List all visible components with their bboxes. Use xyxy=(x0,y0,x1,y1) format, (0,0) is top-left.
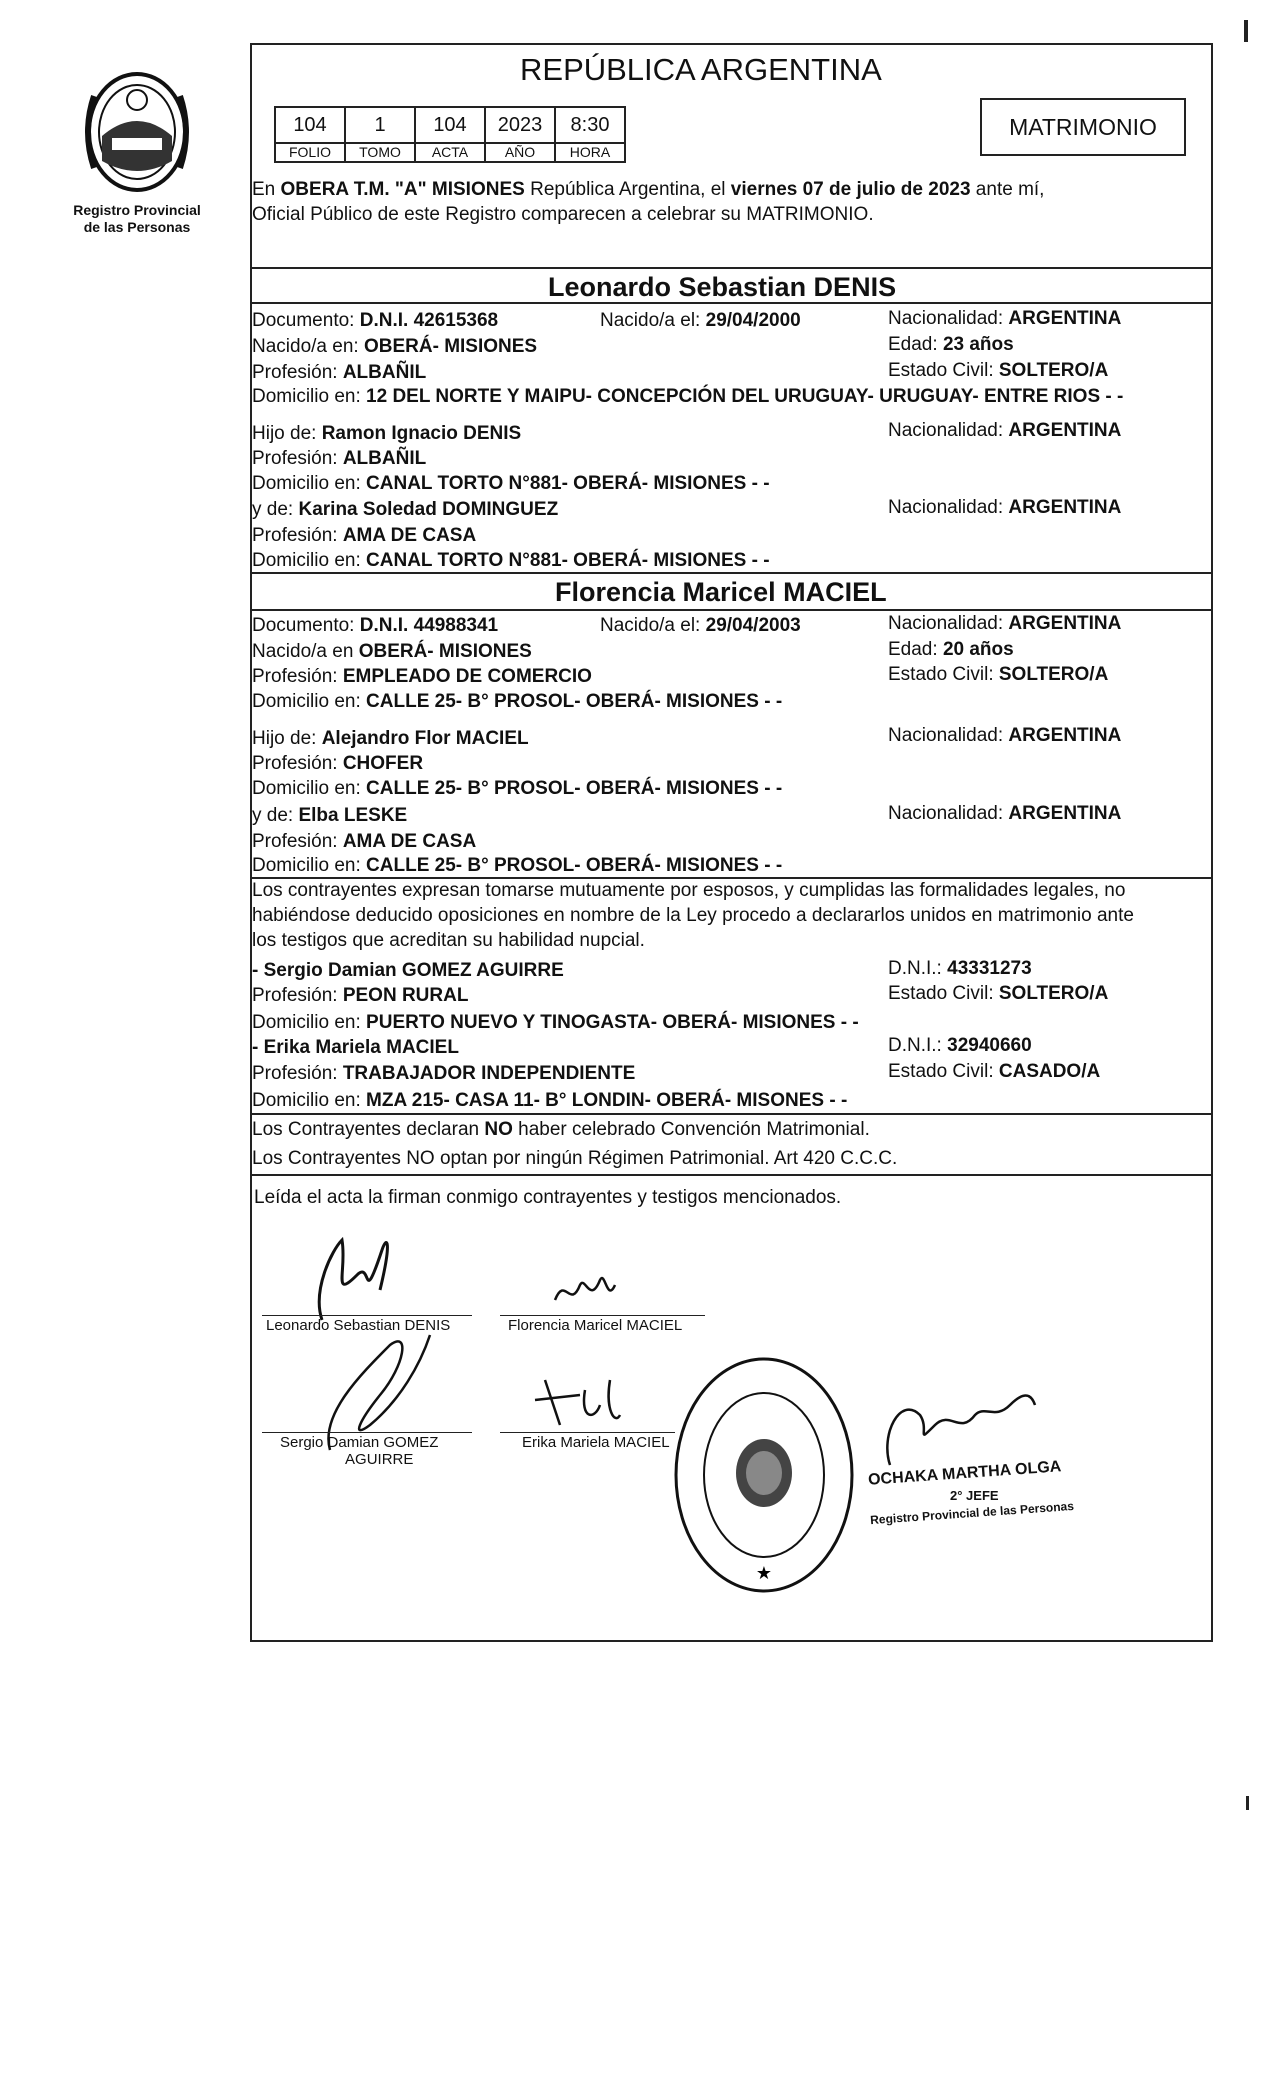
hour-value: 8:30 xyxy=(555,107,625,143)
section-divider xyxy=(250,1174,1213,1176)
declaration-line-3: los testigos que acreditan su habilidad nupcial. xyxy=(252,930,645,951)
signature-line-1 xyxy=(262,1315,472,1316)
registration-table xyxy=(274,106,626,163)
witness2-address: Domicilio en: MZA 215- CASA 11- B° LONDIN- OBERÁ- MISONES - - xyxy=(252,1090,848,1111)
signature-label-4: Erika Mariela MACIEL xyxy=(522,1434,670,1451)
declaration-line-1: Los contrayentes expresan tomarse mutuamente por esposos, y cumplidas las formalidades legales, no xyxy=(252,880,1126,901)
party1-mother-address: Domicilio en: CANAL TORTO N°881- OBERÁ- MISIONES - - xyxy=(252,550,770,571)
registry-logo-caption: Registro Provincial de las Personas xyxy=(73,202,201,235)
official-org: Registro Provincial de las Personas xyxy=(869,1498,1075,1528)
party1-age: Edad: 23 años xyxy=(888,334,1014,355)
country-title: REPÚBLICA ARGENTINA xyxy=(520,52,882,87)
acta-value: 104 xyxy=(415,107,485,143)
witness2-name: - Erika Mariela MACIEL xyxy=(252,1037,459,1058)
party1-document: Documento: D.N.I. 42615368 xyxy=(252,310,499,331)
hour-label: HORA xyxy=(555,143,625,162)
document-type-box: MATRIMONIO xyxy=(980,98,1186,156)
party1-father-nationality: Nacionalidad: ARGENTINA xyxy=(888,420,1122,441)
party2-father-address: Domicilio en: CALLE 25- B° PROSOL- OBERÁ- MISIONES - - xyxy=(252,778,783,799)
party2-birth-place: Nacido/a en OBERÁ- MISIONES xyxy=(252,641,532,662)
signature-label-1: Leonardo Sebastian DENIS xyxy=(266,1317,451,1334)
signature-label-3: Sergio Damian GOMEZ AGUIRRE xyxy=(280,1434,439,1468)
acta-label: ACTA xyxy=(415,143,485,162)
declaration-line-2: habiéndose deducido oposiciones en nombre de la Ley procedo a declararlos unidos en matrimonio ante xyxy=(252,905,1134,926)
party2-mother-nationality: Nacionalidad: ARGENTINA xyxy=(888,803,1122,824)
party1-civil-status: Estado Civil: SOLTERO/A xyxy=(888,360,1109,381)
convention-line-2: Los Contrayentes NO optan por ningún Régimen Patrimonial. Art 420 C.C.C. xyxy=(252,1148,898,1169)
party1-mother: y de: Karina Soledad DOMINGUEZ xyxy=(252,499,559,520)
intro-line-1: En OBERA T.M. "A" MISIONES República Argentina, el viernes 07 de julio de 2023 ante mí, xyxy=(252,179,1045,200)
signature-label-2: Florencia Maricel MACIEL xyxy=(508,1317,683,1334)
year-label: AÑO xyxy=(485,143,555,162)
stamp-seal-icon xyxy=(672,1355,856,1595)
signature-mark-1 xyxy=(262,1220,462,1330)
section-divider xyxy=(250,609,1213,611)
section-divider xyxy=(250,572,1213,574)
witness2-profession: Profesión: TRABAJADOR INDEPENDIENTE xyxy=(252,1063,636,1084)
party2-mother: y de: Elba LESKE xyxy=(252,805,408,826)
party1-profession: Profesión: ALBAÑIL xyxy=(252,362,427,383)
provincial-seal-icon xyxy=(72,66,202,196)
party2-civil-status: Estado Civil: SOLTERO/A xyxy=(888,664,1109,685)
margin-mark xyxy=(1244,20,1248,42)
party2-profession: Profesión: EMPLEADO DE COMERCIO xyxy=(252,666,592,687)
party1-birth-place: Nacido/a en: OBERÁ- MISIONES xyxy=(252,336,538,357)
registry-logo xyxy=(72,66,202,196)
folio-label: FOLIO xyxy=(275,143,345,162)
party2-mother-profession: Profesión: AMA DE CASA xyxy=(252,831,477,852)
party1-father-address: Domicilio en: CANAL TORTO N°881- OBERÁ- MISIONES - - xyxy=(252,473,770,494)
witness1-profession: Profesión: PEON RURAL xyxy=(252,985,469,1006)
signature-line-3 xyxy=(262,1432,472,1433)
party2-document: Documento: D.N.I. 44988341 xyxy=(252,615,499,636)
section-divider xyxy=(250,877,1213,879)
party2-nationality: Nacionalidad: ARGENTINA xyxy=(888,613,1122,634)
official-stamp xyxy=(672,1355,856,1595)
folio-value: 104 xyxy=(275,107,345,143)
party2-age: Edad: 20 años xyxy=(888,639,1014,660)
party2-father-nationality: Nacionalidad: ARGENTINA xyxy=(888,725,1122,746)
party2-father-profession: Profesión: CHOFER xyxy=(252,753,424,774)
witness2-dni: D.N.I.: 32940660 xyxy=(888,1035,1032,1056)
party2-father: Hijo de: Alejandro Flor MACIEL xyxy=(252,728,529,749)
party1-mother-profession: Profesión: AMA DE CASA xyxy=(252,525,477,546)
tomo-label: TOMO xyxy=(345,143,415,162)
party2-name: Florencia Maricel MACIEL xyxy=(555,577,887,607)
signature-line-2 xyxy=(500,1315,705,1316)
witness1-address: Domicilio en: PUERTO NUEVO Y TINOGASTA- OBERÁ- MISIONES - - xyxy=(252,1012,859,1033)
party1-father-profession: Profesión: ALBAÑIL xyxy=(252,448,427,469)
margin-mark xyxy=(1246,1796,1249,1810)
party2-birth-date: Nacido/a el: 29/04/2003 xyxy=(600,615,801,636)
signature-line-4 xyxy=(500,1432,675,1433)
party1-father: Hijo de: Ramon Ignacio DENIS xyxy=(252,423,522,444)
closing-text: Leída el acta la firman conmigo contrayentes y testigos mencionados. xyxy=(254,1187,842,1208)
party2-address: Domicilio en: CALLE 25- B° PROSOL- OBERÁ- MISIONES - - xyxy=(252,691,783,712)
party1-name: Leonardo Sebastian DENIS xyxy=(548,272,897,302)
convention-line-1: Los Contrayentes declaran NO haber celebrado Convención Matrimonial. xyxy=(252,1119,870,1140)
party1-mother-nationality: Nacionalidad: ARGENTINA xyxy=(888,497,1122,518)
tomo-value: 1 xyxy=(345,107,415,143)
witness1-civil-status: Estado Civil: SOLTERO/A xyxy=(888,983,1109,1004)
party2-mother-address: Domicilio en: CALLE 25- B° PROSOL- OBERÁ- MISIONES - - xyxy=(252,855,783,876)
year-value: 2023 xyxy=(485,107,555,143)
section-divider xyxy=(250,267,1213,269)
witness1-dni: D.N.I.: 43331273 xyxy=(888,958,1032,979)
section-divider xyxy=(250,1113,1213,1115)
party1-address: Domicilio en: 12 DEL NORTE Y MAIPU- CONCEPCIÓN DEL URUGUAY- URUGUAY- ENTRE RIOS - - xyxy=(252,386,1124,407)
official-signature-mark xyxy=(860,1375,1040,1475)
party1-nationality: Nacionalidad: ARGENTINA xyxy=(888,308,1122,329)
witness1-name: - Sergio Damian GOMEZ AGUIRRE xyxy=(252,960,564,981)
svg-text:★: ★ xyxy=(755,1563,773,1583)
signature-mark-2 xyxy=(545,1265,645,1315)
party1-birth-date: Nacido/a el: 29/04/2000 xyxy=(600,310,801,331)
witness2-civil-status: Estado Civil: CASADO/A xyxy=(888,1061,1101,1082)
official-role: 2° JEFE xyxy=(950,1488,999,1503)
signature-mark-4 xyxy=(525,1370,635,1435)
official-name: OCHAKA MARTHA OLGA xyxy=(867,1458,1062,1489)
intro-line-2: Oficial Público de este Registro comparecen a celebrar su MATRIMONIO. xyxy=(252,204,874,225)
